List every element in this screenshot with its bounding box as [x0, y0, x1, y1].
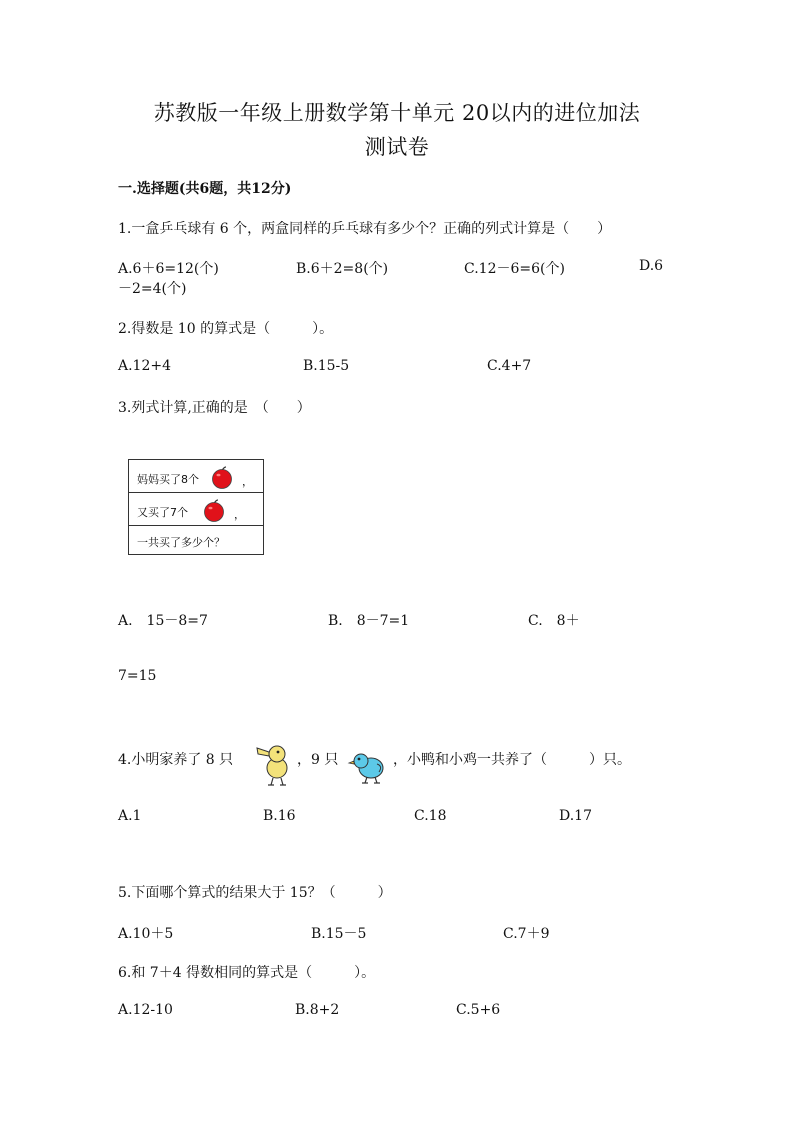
question-5-text: 5.下面哪个算式的结果大于 15？（ ）: [118, 885, 392, 901]
question-3-text: 3.列式计算,正确的是 （ ）: [118, 400, 311, 416]
q4-option-a: A.1: [118, 808, 142, 824]
q1-option-d: D.6: [639, 258, 664, 274]
q4-option-d: D.17: [559, 808, 592, 824]
q1-option-d-cont: －2=4(个): [118, 281, 187, 297]
figure-row-3: [129, 526, 263, 556]
question-4-text-part3: ，小鸭和小鸡一共养了（ ）只。: [393, 752, 631, 768]
q6-option-b: B.8+2: [295, 1002, 340, 1018]
question-2-text: 2.得数是 10 的算式是（ ）。: [118, 321, 334, 337]
q1-option-b: B.6＋2=8(个): [296, 261, 389, 277]
q3-option-a: A. 15－8=7: [118, 613, 208, 629]
q3-option-b: B. 8－7=1: [328, 613, 410, 629]
apple-icon: [202, 498, 226, 522]
q2-option-a: A.12+4: [118, 358, 172, 374]
question-4-text-part1: 4.小明家养了 8 只: [118, 752, 234, 768]
page-title: 苏教版一年级上册数学第十单元 20以内的进位加法: [153, 101, 641, 125]
q4-option-b: B.16: [263, 808, 296, 824]
chick-icon: [347, 748, 389, 786]
question-3-figure: [128, 459, 264, 555]
page-title-line2: 测试卷: [364, 135, 430, 159]
question-1-text: 1.一盒乒乓球有 6 个，两盒同样的乒乓球有多少个？正确的列式计算是（ ）: [118, 221, 612, 237]
figure-row-2-comma: ，: [234, 508, 245, 521]
section-header: 一.选择题(共6题，共12分): [118, 181, 292, 197]
figure-row-2: [129, 493, 263, 526]
q3-option-c: C. 8＋: [528, 613, 580, 629]
q5-option-b: B.15－5: [311, 926, 367, 942]
q5-option-a: A.10＋5: [118, 926, 174, 942]
q5-option-c: C.7＋9: [503, 926, 550, 942]
q2-option-b: B.15-5: [303, 358, 350, 374]
q4-option-c: C.18: [414, 808, 447, 824]
figure-row-3-text: 一共买了多少个？: [137, 536, 225, 549]
q1-option-c: C.12－6=6(个): [464, 261, 565, 277]
q6-option-c: C.5+6: [456, 1002, 501, 1018]
q1-option-a: A.6＋6=12(个): [118, 261, 219, 277]
q2-option-c: C.4+7: [487, 358, 532, 374]
figure-row-1-text: 妈妈买了8个: [137, 473, 199, 486]
figure-row-2-text: 又买了7个: [137, 506, 188, 519]
question-4-text-part2: ，9 只: [297, 752, 339, 768]
duck-icon: [253, 742, 293, 788]
figure-row-1-comma: ，: [242, 475, 253, 488]
apple-icon: [210, 465, 234, 489]
figure-row-1: [129, 460, 263, 493]
question-6-text: 6.和 7＋4 得数相同的算式是（ ）。: [118, 965, 376, 981]
q3-option-c-cont: 7=15: [118, 668, 157, 684]
q6-option-a: A.12-10: [118, 1002, 173, 1018]
